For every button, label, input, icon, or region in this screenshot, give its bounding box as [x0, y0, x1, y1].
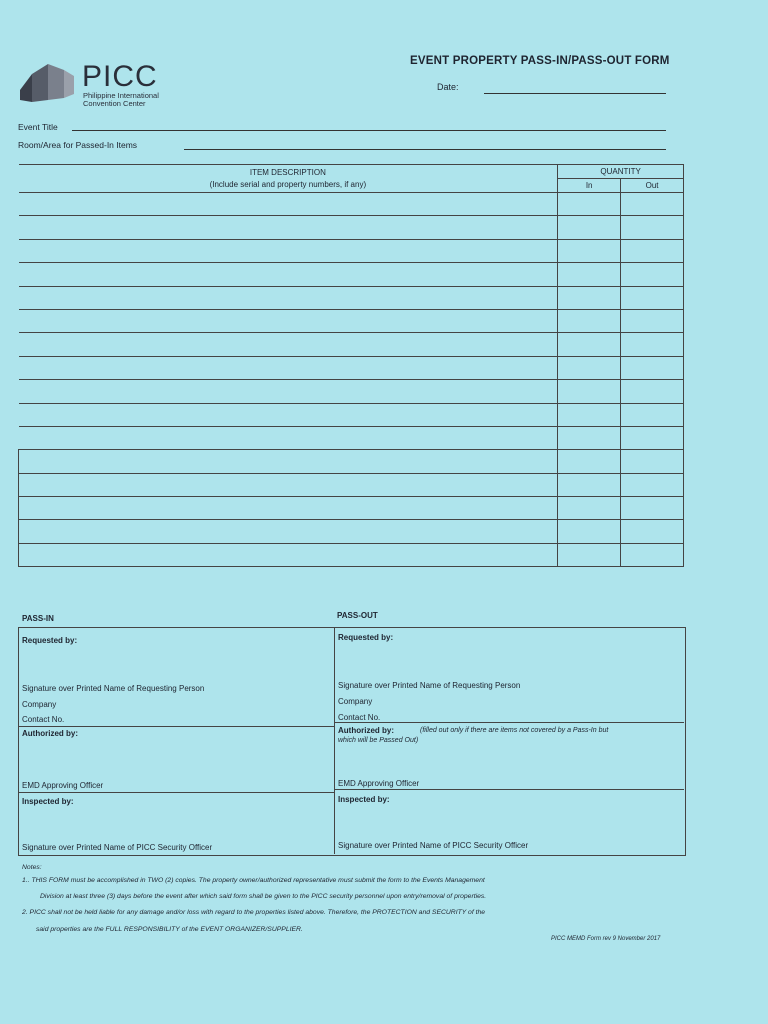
table-row[interactable] [19, 333, 684, 356]
date-field[interactable] [484, 93, 666, 94]
form-title: EVENT PROPERTY PASS-IN/PASS-OUT FORM [410, 55, 670, 67]
table-row[interactable] [19, 380, 684, 403]
pass-in-emd-officer: EMD Approving Officer [22, 781, 104, 790]
table-row[interactable] [19, 520, 684, 543]
pass-out-divider-1 [334, 722, 684, 723]
pass-out-requested-by: Requested by: [338, 633, 394, 642]
pass-in-contact: Contact No. [22, 715, 65, 724]
pass-in-title: PASS-IN [22, 614, 54, 623]
pass-in-signature-security: Signature over Printed Name of PICC Security Officer [22, 843, 213, 852]
note-1-line-1: 1.. THIS FORM must be accomplished in TWO (2) copies. The property owner/authorized representative must submit the form to the Events Management [22, 877, 485, 884]
pass-in-divider-2 [18, 792, 334, 793]
pass-in-company: Company [22, 700, 57, 709]
pass-out-signature-requesting: Signature over Printed Name of Requesting Person [338, 681, 521, 690]
event-title-field[interactable] [72, 130, 666, 131]
event-title-label: Event Title [18, 122, 58, 132]
pass-in-divider-1 [18, 726, 334, 727]
picc-logo-icon [18, 60, 76, 104]
table-row[interactable] [19, 239, 684, 262]
note-2-line-2: said properties are the FULL RESPONSIBILITY of the EVENT ORGANIZER/SUPPLIER. [36, 926, 303, 933]
pass-out-emd-officer: EMD Approving Officer [338, 779, 420, 788]
form-revision: PICC MEMD Form rev 9 November 2017 [551, 936, 661, 942]
item-description-header [19, 165, 558, 193]
table-row[interactable] [19, 356, 684, 379]
table-row[interactable] [19, 216, 684, 239]
table-row[interactable] [19, 473, 684, 496]
pass-in-authorized-by: Authorized by: [22, 729, 78, 738]
logo-subtitle-line1: Philippine International [83, 91, 159, 100]
logo-subtitle-line2: Convention Center [83, 99, 146, 108]
pass-out-contact: Contact No. [338, 713, 381, 722]
quantity-in-header: In [558, 179, 621, 193]
pass-out-authorized-note-2: which will be Passed Out) [338, 737, 419, 744]
quantity-header: QUANTITY [558, 165, 684, 179]
logo-name: PICC [82, 60, 158, 93]
pass-in-signature-requesting: Signature over Printed Name of Requesting Person [22, 684, 205, 693]
logo-subtitle [83, 92, 183, 108]
table-row[interactable] [19, 497, 684, 520]
table-row[interactable] [19, 543, 684, 566]
note-1-line-2: Division at least three (3) days before the event after which said form shall be given to the PICC security personnel upon entry/removal of properties. [40, 893, 487, 900]
item-description-title: ITEM DESCRIPTION [249, 168, 326, 177]
table-row[interactable] [19, 403, 684, 426]
table-row[interactable] [19, 450, 684, 473]
table-row[interactable] [19, 426, 684, 449]
pass-in-inspected-by: Inspected by: [22, 797, 74, 806]
table-row[interactable] [19, 263, 684, 286]
pass-out-title: PASS-OUT [337, 611, 378, 620]
pass-out-divider-2 [334, 789, 684, 790]
room-area-field[interactable] [184, 149, 666, 150]
items-table [18, 164, 684, 567]
pass-out-authorized-note-1: (filled out only if there are items not covered by a Pass-In but [420, 727, 609, 734]
table-row[interactable] [19, 286, 684, 309]
pass-divider [334, 627, 335, 854]
date-label: Date: [437, 82, 459, 92]
item-description-subtitle: (Include serial and property numbers, if any) [209, 180, 367, 189]
note-2-line-1: 2. PICC shall not be held liable for any damage and/or loss with regard to the properties listed above. Therefore, the PROTECTION and SECURITY of the [22, 909, 486, 916]
table-row[interactable] [19, 309, 684, 332]
pass-out-signature-security: Signature over Printed Name of PICC Security Officer [338, 841, 529, 850]
room-area-label: Room/Area for Passed-In Items [18, 140, 138, 150]
pass-out-authorized-by: Authorized by: [338, 726, 394, 735]
pass-in-requested-by: Requested by: [22, 636, 78, 645]
pass-out-company: Company [338, 697, 373, 706]
notes-title: Notes: [22, 864, 42, 871]
quantity-out-header: Out [621, 179, 684, 193]
table-row[interactable] [19, 193, 684, 216]
pass-out-inspected-by: Inspected by: [338, 795, 390, 804]
table-header-row [19, 165, 684, 179]
